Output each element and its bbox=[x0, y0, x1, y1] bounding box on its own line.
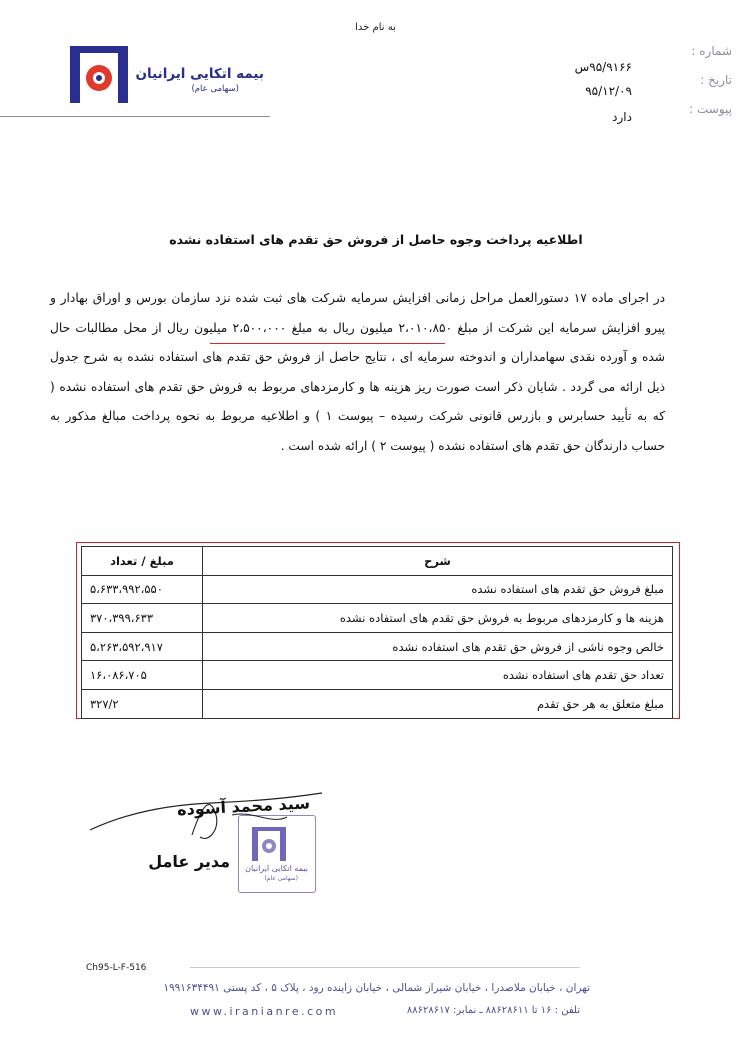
letter-number: ۹۵/۹۱۶۶س bbox=[574, 60, 632, 74]
header-divider bbox=[0, 116, 270, 117]
row-amount: ۳۷۰،۳۹۹،۶۳۳ bbox=[82, 604, 203, 633]
row-description: مبلغ متعلق به هر حق تقدم bbox=[203, 689, 673, 718]
financial-table bbox=[81, 546, 673, 719]
table-header-row bbox=[82, 547, 673, 576]
signatory-title: مدیر عامل bbox=[148, 852, 230, 871]
stamp-company-type: (سهامی عام) bbox=[264, 875, 298, 882]
column-header-description: شرح bbox=[203, 547, 673, 576]
table-row bbox=[82, 632, 673, 661]
footer-divider bbox=[190, 967, 580, 968]
letter-date: ۹۵/۱۲/۰۹ bbox=[585, 84, 632, 98]
table-row bbox=[82, 661, 673, 690]
table-row bbox=[82, 689, 673, 718]
document-title: اطلاعیه پرداخت وجوه حاصل از فروش حق تقدم های استفاده نشده bbox=[169, 232, 583, 247]
row-description: تعداد حق تقدم های استفاده نشده bbox=[203, 661, 673, 690]
table-row bbox=[82, 604, 673, 633]
footer-contact: تلفن : ۱۶ تا ۸۸۶۲۸۶۱۱ ـ نمابر: ۸۸۶۲۸۶۱۷ bbox=[406, 1005, 580, 1016]
row-amount: ۵،۶۳۳،۹۹۲،۵۵۰ bbox=[82, 575, 203, 604]
bismillah: به نام خدا bbox=[355, 22, 396, 33]
column-header-amount: مبلغ / تعداد bbox=[82, 547, 203, 576]
row-amount: ۵،۲۶۳،۵۹۲،۹۱۷ bbox=[82, 632, 203, 661]
date-label: تاریخ : bbox=[700, 73, 732, 87]
company-name: بیمه اتکایی ایرانیان bbox=[135, 66, 264, 82]
row-description: مبلغ فروش حق تقدم های استفاده نشده bbox=[203, 575, 673, 604]
stamp-company-name: بیمه اتکایی ایرانیان bbox=[245, 864, 308, 873]
table-row bbox=[82, 575, 673, 604]
signatory-name: سید محمد آسوده bbox=[176, 793, 311, 820]
attachment-label: پیوست : bbox=[689, 102, 732, 116]
document-body: در اجرای ماده ۱۷ دستورالعمل مراحل زمانی افزایش سرمایه شرکت های ثبت شده نزد سازمان بورس و اوراق بهادار و پیرو افزایش سرمایه این شرکت از مبلغ ۲،۰۱۰،۸۵۰ میلیون ریال به مبلغ ۲،۵۰۰،۰۰۰ میلیون ریال از محل مطالبات حال شده و آورده نقدی سهامداران و اندوخته سرمایه ای ، نتایج حاصل از فروش حق تقدم های استفاده نشده به شرح جدول ذیل ارائه می گردد . شایان ذکر است صورت ریز هزینه ها و کارمزدهای مربوط به فروش حق تقدم های استفاده نشده ( که به تأیید حسابرس و بازرس قانونی شرکت رسیده – پیوست ۱ ) و اطلاعیه مربوط به نحوه پرداخت مبالغ مذکور به حساب دارندگان حق تقدم های استفاده نشده ( پیوست ۲ ) ارائه شده است . bbox=[50, 291, 666, 453]
company-logo-icon bbox=[70, 46, 128, 103]
document-code: Ch95-L-F-516 bbox=[86, 963, 147, 973]
row-description: خالص وجوه ناشی از فروش حق تقدم های استفاده نشده bbox=[203, 632, 673, 661]
row-amount: ۱۶،۰۸۶،۷۰۵ bbox=[82, 661, 203, 690]
row-amount: ۳۲۷/۲ bbox=[82, 689, 203, 718]
highlight-underline bbox=[210, 343, 445, 344]
footer-website: www.iranianre.com bbox=[190, 1005, 339, 1018]
footer-address: تهران ، خیابان ملاصدرا ، خیابان شیراز شمالی ، خیابان زاینده رود ، پلاک ۵ ، کد پستی ۱۹۹۱۶۳۴۴۹۱ bbox=[163, 982, 590, 994]
attachment-value: دارد bbox=[612, 110, 632, 124]
row-description: هزینه ها و کارمزدهای مربوط به فروش حق تقدم های استفاده نشده bbox=[203, 604, 673, 633]
number-label: شماره : bbox=[691, 44, 732, 58]
company-type: (سهامی عام) bbox=[191, 84, 239, 94]
